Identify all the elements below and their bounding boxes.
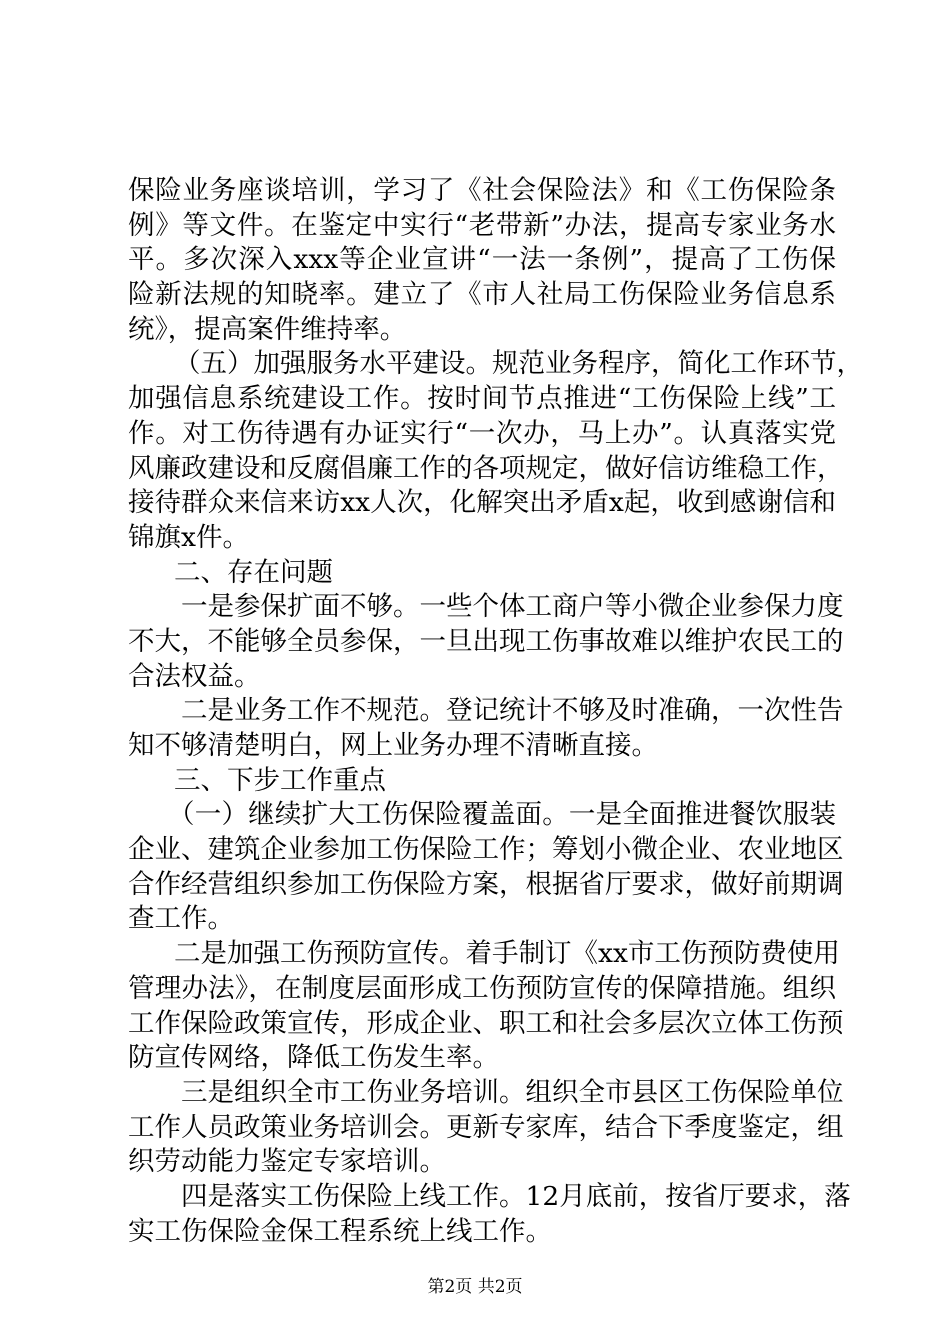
text-line: 查工作。	[128, 903, 234, 935]
text-line: 织劳动能力鉴定专家培训。	[128, 1146, 446, 1178]
text-line: 平。多次深入xxx等企业宣讲“一法一条例”，提高了工伤保	[128, 244, 836, 276]
text-line: 合法权益。	[128, 660, 261, 692]
text-line: 例》等文件。在鉴定中实行“老带新”办法，提高专家业务水	[128, 209, 836, 241]
section-heading: 二、存在问题	[174, 556, 333, 588]
document-body	[128, 174, 863, 1249]
text-line: 防宣传网络，降低工伤发生率。	[128, 1042, 499, 1074]
text-line: 四是落实工伤保险上线工作。12月底前，按省厅要求，落	[181, 1180, 851, 1212]
text-line: 统》，提高案件维持率。	[128, 313, 407, 345]
text-line: 险新法规的知晓率。建立了《市人社局工伤保险业务信息系	[128, 279, 836, 311]
text-line: 一是参保扩面不够。一些个体工商户等小微企业参保力度	[181, 591, 844, 623]
text-line: 接待群众来信来访xx人次，化解突出矛盾x起，收到感谢信和	[128, 487, 836, 519]
text-line: 管理办法》，在制度层面形成工伤预防宣传的保障措施。组织	[128, 972, 836, 1004]
text-line: 三是组织全市工伤业务培训。组织全市县区工伤保险单位	[181, 1076, 844, 1108]
text-line: 风廉政建设和反腐倡廉工作的各项规定，做好信访维稳工作，	[128, 452, 844, 484]
text-line: 加强信息系统建设工作。按时间节点推进“工伤保险上线”工	[128, 383, 836, 415]
page-footer: 第2页 共2页	[427, 1277, 523, 1297]
text-line: 二是业务工作不规范。登记统计不够及时准确，一次性告	[181, 695, 844, 727]
text-line: 合作经营组织参加工伤保险方案，根据省厅要求，做好前期调	[128, 868, 844, 900]
text-line: 不大，不能够全员参保，一旦出现工伤事故难以维护农民工的	[128, 625, 844, 657]
text-line: 实工伤保险金保工程系统上线工作。	[128, 1215, 552, 1247]
text-line: 知不够清楚明白，网上业务办理不清晰直接。	[128, 730, 658, 761]
section-heading: 三、下步工作重点	[174, 764, 386, 796]
text-line: 二是加强工伤预防宣传。着手制订《xx市工伤预防费使用	[174, 938, 840, 970]
text-line: 保险业务座谈培训，学习了《社会保险法》和《工伤保险条	[128, 175, 836, 206]
text-line: 工作人员政策业务培训会。更新专家库，结合下季度鉴定，组	[128, 1111, 844, 1143]
text-line: 工作保险政策宣传，形成企业、职工和社会多层次立体工伤预	[128, 1007, 844, 1039]
text-line: 锦旗x件。	[128, 521, 249, 553]
text-line: （一）继续扩大工伤保险覆盖面。一是全面推进餐饮服装	[168, 799, 836, 831]
text-line: 企业、建筑企业参加工伤保险工作；筹划小微企业、农业地区	[128, 834, 844, 866]
text-line: （五）加强服务水平建设。规范业务程序，简化工作环节，	[174, 348, 863, 380]
text-line: 作。对工伤待遇有办证实行“一次办，马上办”。认真落实党	[128, 417, 836, 449]
